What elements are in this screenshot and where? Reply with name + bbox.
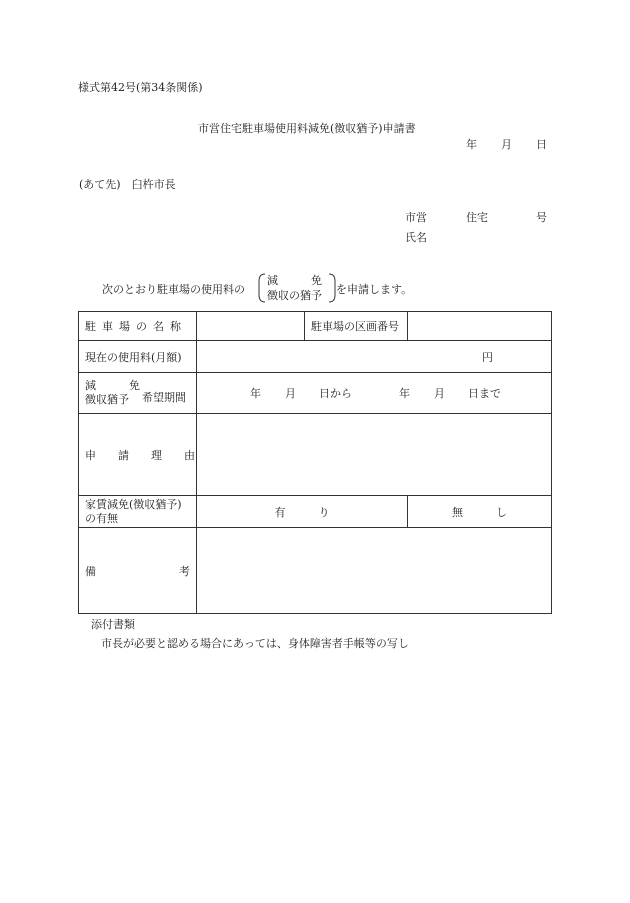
period-day-from: 日から bbox=[319, 387, 352, 400]
attached-documents-label: 添付書類 bbox=[91, 618, 135, 631]
rent-reduction-label bbox=[79, 496, 197, 528]
housing-label: 住宅 bbox=[466, 211, 488, 224]
period-year-from: 年 bbox=[250, 387, 261, 400]
row-remarks bbox=[79, 528, 552, 614]
current-fee-field[interactable] bbox=[197, 341, 552, 373]
period-year-to: 年 bbox=[399, 387, 410, 400]
period-day-to: 日まで bbox=[468, 387, 501, 400]
remarks-label-right: 考 bbox=[179, 564, 190, 578]
wish-exemption: 減 免 bbox=[85, 379, 140, 393]
city-housing-label: 市営 bbox=[405, 211, 427, 224]
yen-label: 円 bbox=[482, 350, 493, 364]
reason-label: 申 請 理 由 bbox=[79, 414, 197, 496]
wish-postponement: 徴収猶予 bbox=[85, 393, 129, 406]
option-exemption: 減 免 bbox=[267, 274, 322, 287]
unit-number-label: 号 bbox=[536, 211, 547, 224]
row-wish-period bbox=[79, 373, 552, 414]
application-form-table bbox=[78, 311, 552, 614]
applicant-name-label: 氏名 bbox=[405, 231, 427, 244]
request-text-after: を申請します。 bbox=[336, 283, 413, 296]
remarks-label-left: 備 bbox=[85, 564, 96, 578]
parking-name-field[interactable] bbox=[197, 312, 305, 341]
remarks-field[interactable] bbox=[197, 528, 552, 614]
row-parking-name bbox=[79, 312, 552, 341]
date-year-label: 年 bbox=[466, 138, 477, 151]
wish-period-field[interactable] bbox=[197, 373, 552, 414]
option-postponement: 徴収の猶予 bbox=[267, 289, 322, 302]
form-number: 様式第42号(第34条関係) bbox=[78, 81, 203, 94]
parking-section-label: 駐車場の区画番号 bbox=[305, 312, 408, 341]
option-yes[interactable]: 有 り bbox=[197, 496, 408, 528]
option-no[interactable]: 無 し bbox=[408, 496, 552, 528]
period-month-to: 月 bbox=[434, 387, 445, 400]
row-current-fee bbox=[79, 341, 552, 373]
remarks-label bbox=[79, 528, 197, 614]
current-fee-label: 現在の使用料(月額) bbox=[79, 341, 197, 373]
addressee: (あて先) 臼杵市長 bbox=[79, 178, 176, 191]
period-month-from: 月 bbox=[285, 387, 296, 400]
date-day-label: 日 bbox=[536, 138, 547, 151]
row-reason bbox=[79, 414, 552, 496]
form-title: 市営住宅駐車場使用料減免(徴収猶予)申請書 bbox=[198, 122, 416, 135]
wish-period-suffix: 希望期間 bbox=[142, 391, 186, 404]
rent-reduction-label-line1: 家賃減免(徴収猶予) bbox=[85, 497, 182, 511]
request-text-before: 次のとおり駐車場の使用料の bbox=[102, 283, 245, 296]
row-rent-reduction bbox=[79, 496, 552, 528]
date-month-label: 月 bbox=[501, 138, 512, 151]
parking-name-label: 駐車場の名称 bbox=[79, 312, 197, 341]
attached-documents-note: 市長が必要と認める場合にあっては、身体障害者手帳等の写し bbox=[101, 637, 409, 650]
wish-period-label bbox=[79, 373, 197, 414]
parking-section-field[interactable] bbox=[408, 312, 552, 341]
rent-reduction-label-line2: の有無 bbox=[85, 511, 118, 525]
reason-field[interactable] bbox=[197, 414, 552, 496]
